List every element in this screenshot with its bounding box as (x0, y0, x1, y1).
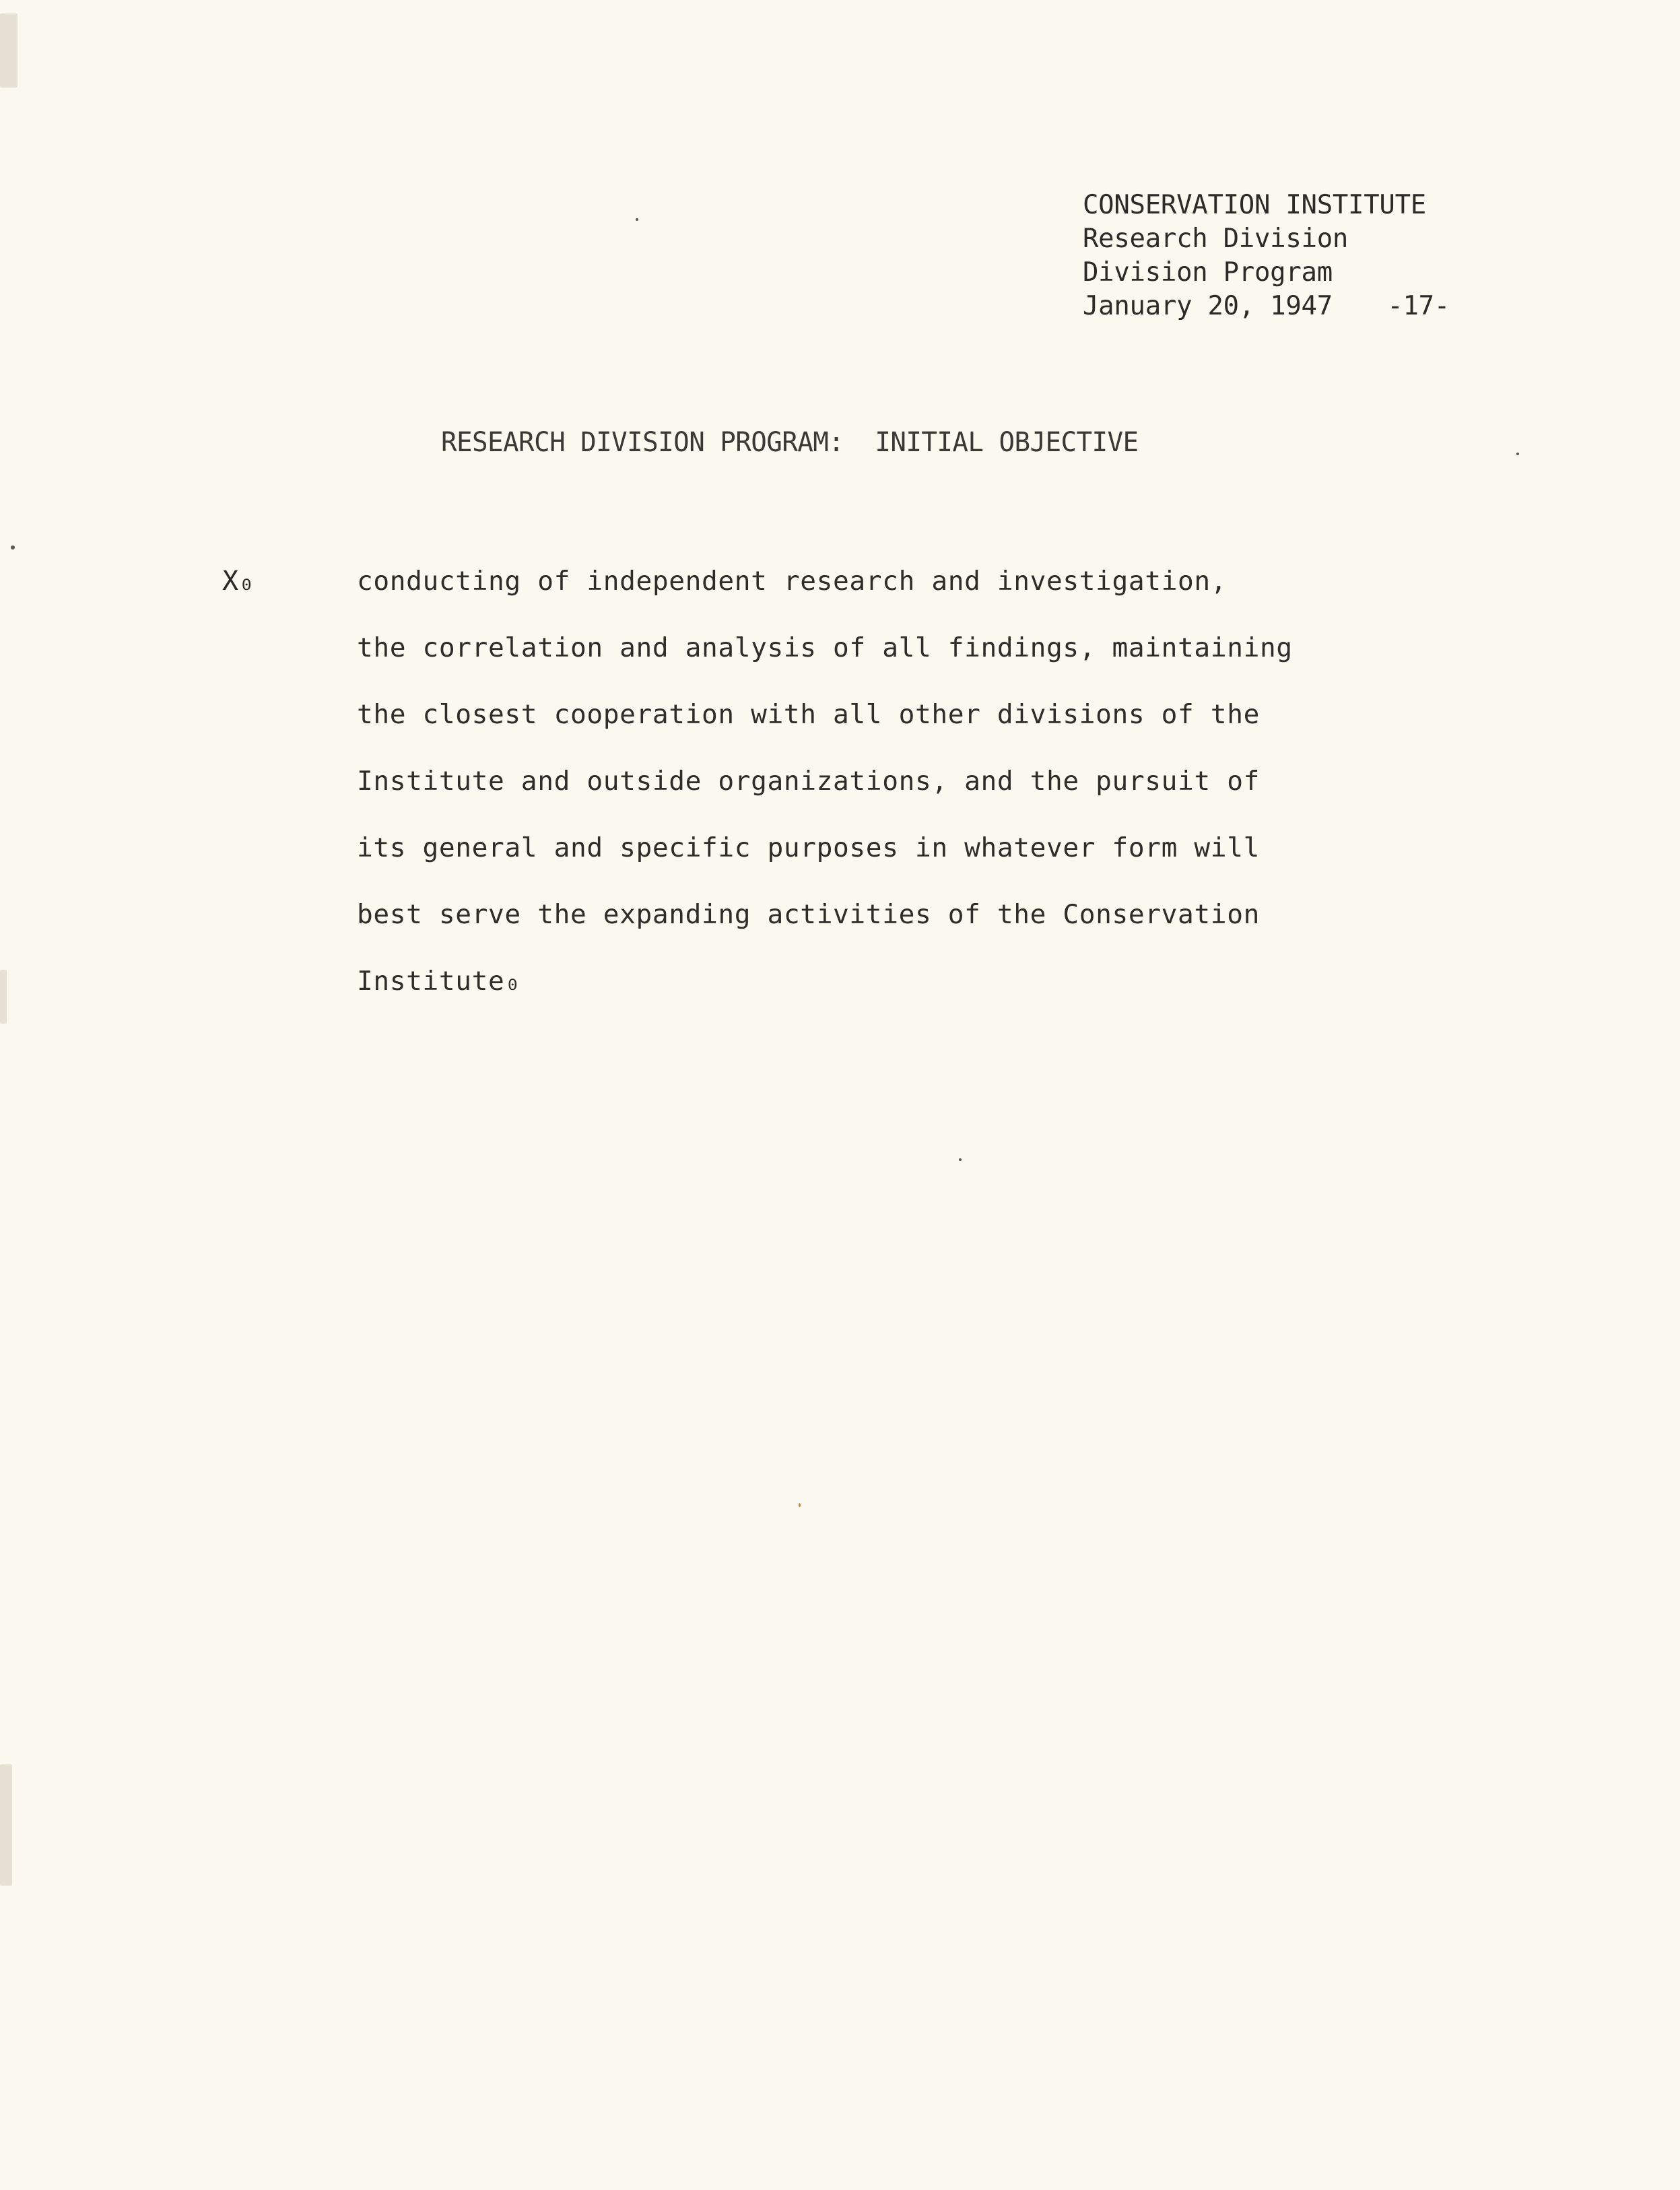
body-line: the correlation and analysis of all findings, maintaining (357, 632, 1293, 663)
body-line: its general and specific purposes in whatever form will (357, 832, 1260, 863)
document-header (1083, 189, 1487, 323)
body-line: the closest cooperation with all other divisions of the (357, 699, 1260, 730)
section-body (357, 564, 1353, 1031)
page-title: RESEARCH DIVISION PROGRAM: INITIAL OBJECTIVE (441, 427, 1139, 458)
document-name: Division Program (1083, 257, 1333, 288)
paper-edge-mark (0, 970, 7, 1024)
paper-speck (959, 1158, 962, 1161)
document-date: January 20, 1947 (1083, 291, 1333, 321)
section-marker: X₀ (222, 566, 255, 597)
paper-speck (636, 218, 638, 221)
organization-name: CONSERVATION INSTITUTE (1083, 190, 1426, 220)
body-line: best serve the expanding activities of the Conservation (357, 899, 1260, 930)
body-line: Institute and outside organizations, and the pursuit of (357, 766, 1260, 797)
body-line: Institute₀ (357, 966, 521, 997)
division-name: Research Division (1083, 224, 1349, 254)
date-row (1083, 290, 1450, 323)
paper-edge-mark (0, 1764, 12, 1886)
page-number: -17- (1387, 291, 1450, 321)
paper-speck (799, 1503, 801, 1507)
body-line: conducting of independent research and investigation, (357, 566, 1228, 597)
paper-edge-mark (0, 13, 18, 88)
paper-speck (1516, 453, 1519, 455)
paper-speck (11, 545, 15, 550)
